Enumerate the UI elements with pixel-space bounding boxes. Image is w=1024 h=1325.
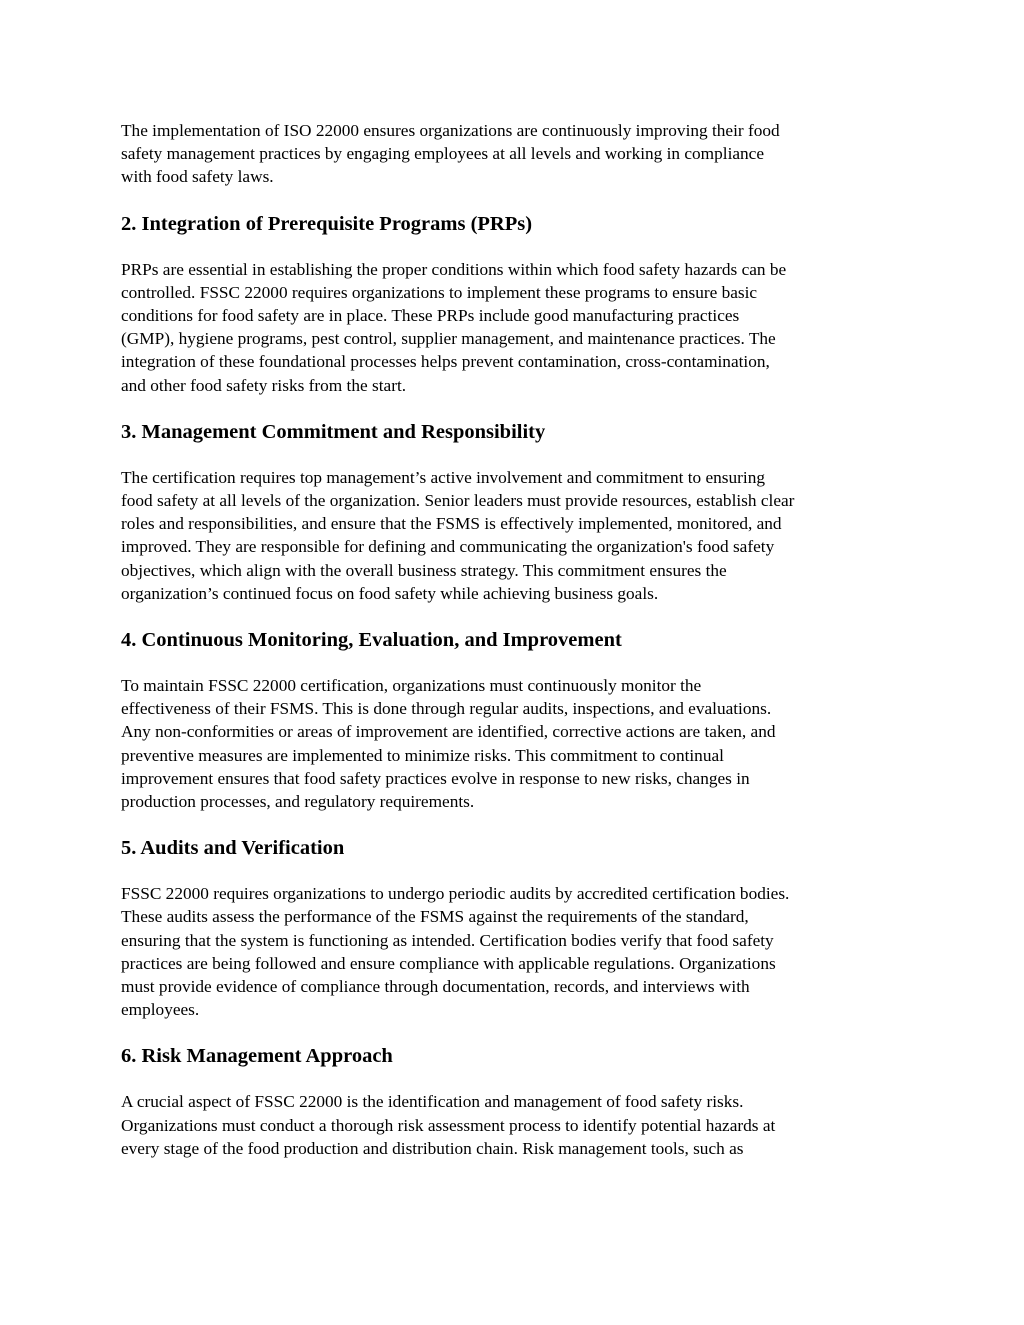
text-line: Any non-conformities or areas of improvement are identified, corrective actions are taken, and — [121, 722, 776, 742]
section-heading-audits: 5. Audits and Verification — [121, 837, 345, 860]
section-paragraph-prps — [121, 258, 911, 397]
text-line: organization’s continued focus on food safety while achieving business goals. — [121, 583, 659, 603]
text-line: ensuring that the system is functioning as intended. Certification bodies verify that food safety — [121, 930, 774, 950]
text-line: improved. They are responsible for defining and communicating the organization's food safety — [121, 537, 775, 557]
text-line: with food safety laws. — [121, 167, 274, 187]
section-heading-risk: 6. Risk Management Approach — [121, 1045, 393, 1068]
section-heading-monitoring: 4. Continuous Monitoring, Evaluation, and Improvement — [121, 629, 622, 652]
text-line: safety management practices by engaging employees at all levels and working in compliance — [121, 144, 765, 164]
text-line: A crucial aspect of FSSC 22000 is the identification and management of food safety risks. — [121, 1092, 744, 1112]
text-line: preventive measures are implemented to minimize risks. This commitment to continual — [121, 745, 724, 765]
text-line: improvement ensures that food safety practices evolve in response to new risks, changes in — [121, 768, 750, 788]
text-line: controlled. FSSC 22000 requires organizations to implement these programs to ensure basic — [121, 282, 758, 302]
section-paragraph-management — [121, 466, 911, 605]
text-line: The implementation of ISO 22000 ensures organizations are continuously improving their food — [121, 121, 780, 140]
text-line: FSSC 22000 requires organizations to undergo periodic audits by accredited certification bodies. — [121, 884, 790, 904]
text-line: To maintain FSSC 22000 certification, organizations must continuously monitor the — [121, 676, 702, 696]
text-line: food safety at all levels of the organization. Senior leaders must provide resources, establish clear — [121, 491, 795, 511]
text-line: integration of these foundational processes helps prevent contamination, cross-contamination, — [121, 352, 770, 372]
section-paragraph-risk — [121, 1090, 911, 1160]
text-line: objectives, which align with the overall business strategy. This commitment ensures the — [121, 560, 727, 580]
intro-paragraph — [121, 119, 911, 189]
section-paragraph-monitoring — [121, 674, 911, 813]
text-line: PRPs are essential in establishing the proper conditions within which food safety hazards can be — [121, 259, 787, 279]
text-line: The certification requires top management’s active involvement and commitment to ensuring — [121, 467, 766, 487]
text-line: Organizations must conduct a thorough risk assessment process to identify potential hazards at — [121, 1115, 776, 1135]
text-line: roles and responsibilities, and ensure that the FSMS is effectively implemented, monitored, and — [121, 514, 782, 534]
text-line: conditions for food safety are in place. These PRPs include good manufacturing practices — [121, 306, 740, 326]
text-line: and other food safety risks from the start. — [121, 375, 407, 395]
text-line: every stage of the food production and distribution chain. Risk management tools, such as — [121, 1138, 744, 1158]
section-heading-prps: 2. Integration of Prerequisite Programs (PRPs) — [121, 212, 533, 235]
section-paragraph-audits — [121, 882, 911, 1021]
section-heading-management: 3. Management Commitment and Responsibility — [121, 420, 546, 443]
text-line: employees. — [121, 1000, 200, 1020]
document-page — [121, 119, 911, 1160]
text-line: must provide evidence of compliance through documentation, records, and interviews with — [121, 977, 750, 997]
text-line: effectiveness of their FSMS. This is done through regular audits, inspections, and evaluations. — [121, 699, 772, 719]
text-line: practices are being followed and ensure compliance with applicable regulations. Organizations — [121, 953, 776, 973]
text-line: These audits assess the performance of the FSMS against the requirements of the standard, — [121, 907, 749, 927]
text-line: (GMP), hygiene programs, pest control, supplier management, and maintenance practices. The — [121, 329, 776, 349]
text-line: production processes, and regulatory requirements. — [121, 792, 475, 812]
